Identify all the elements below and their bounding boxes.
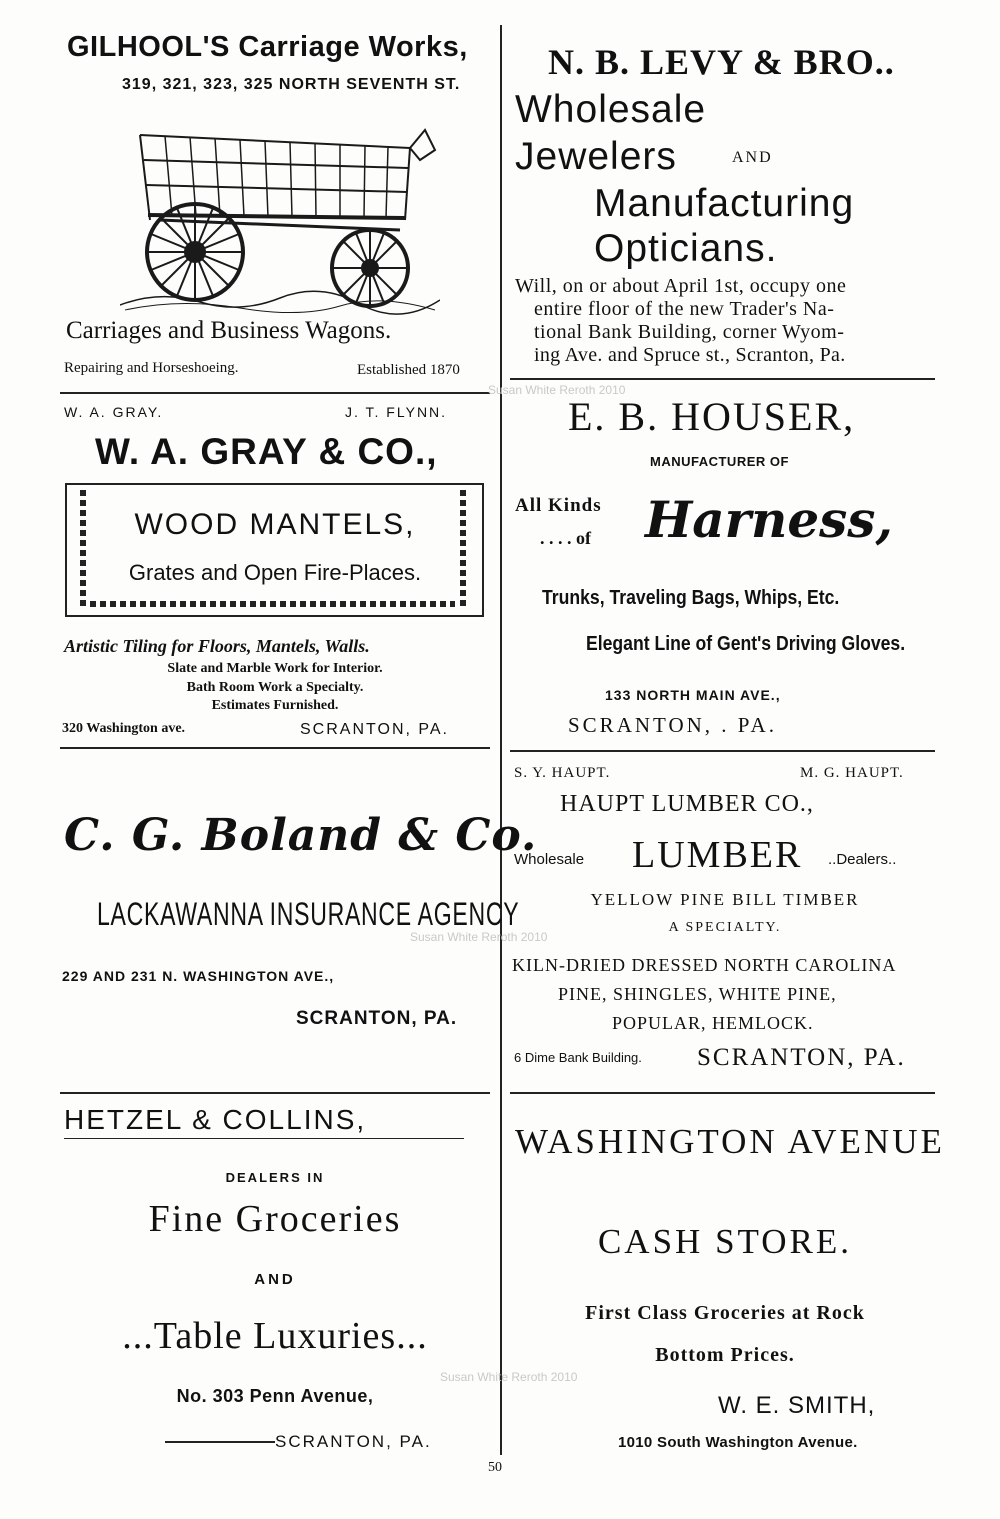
gray-line3: Estimates Furnished. [211, 698, 339, 713]
gray-product1: WOOD MANTELS, [134, 508, 416, 541]
houser-harness: Harness, [645, 490, 893, 549]
gilhool-address: 319, 321, 323, 325 NORTH SEVENTH ST. [122, 76, 461, 93]
gilhool-name: GILHOOL'S Carriage Works, [67, 31, 468, 63]
gilhool-established: Established 1870 [357, 362, 460, 378]
ad-washington [510, 1100, 945, 1460]
boland-city: SCRANTON, PA. [296, 1008, 458, 1029]
haupt-dealers: ..Dealers.. [828, 851, 897, 868]
levy-line4: Opticians. [594, 227, 778, 270]
houser-name: E. B. HOUSER, [568, 394, 856, 439]
levy-line2a: Jewelers [515, 135, 677, 178]
levy-line3: Manufacturing [594, 182, 855, 225]
gray-city: SCRANTON, PA. [300, 721, 449, 738]
houser-of: . . . . of [540, 528, 591, 548]
watermark-3: Susan White Reroth 2010 [440, 1370, 578, 1384]
levy-line2b: AND [732, 149, 773, 166]
boland-agency: LACKAWANNA INSURANCE AGENCY [97, 896, 520, 932]
wagon-illustration [120, 120, 440, 315]
haupt-lumber: LUMBER [632, 834, 803, 876]
levy-name: N. B. LEVY & BRO.. [548, 42, 895, 82]
row-divider-left-3 [60, 1092, 490, 1094]
ad-boland [60, 760, 538, 1080]
ad-hetzel [60, 1100, 490, 1460]
haupt-city: SCRANTON, PA. [697, 1044, 906, 1071]
gray-partner2: J. T. FLYNN. [345, 404, 448, 420]
hetzel-line2: ...Table Luxuries... [122, 1315, 428, 1357]
hetzel-name: HETZEL & COLLINS, [64, 1104, 367, 1135]
hetzel-city-flourish [165, 1441, 275, 1443]
column-divider [500, 25, 502, 1455]
gray-name: W. A. GRAY & CO., [95, 431, 438, 472]
gray-partner1: W. A. GRAY. [64, 404, 164, 420]
levy-notice1: Will, on or about April 1st, occupy one [515, 275, 847, 297]
houser-allkinds: All Kinds [515, 495, 602, 516]
gray-frame-bottom-ornament [90, 601, 455, 607]
levy-notice2: entire floor of the new Trader's Na- [534, 298, 835, 320]
washington-text2: Bottom Prices. [655, 1344, 795, 1366]
row-divider-right-2 [510, 750, 935, 752]
haupt-line3: KILN-DRIED DRESSED NORTH CAROLINA [512, 955, 897, 975]
levy-line1: Wholesale [515, 88, 707, 131]
haupt-wholesale: Wholesale [514, 851, 585, 868]
gray-line1: Slate and Marble Work for Interior. [167, 661, 383, 676]
gilhool-tagline: Carriages and Business Wagons. [66, 317, 392, 344]
ad-haupt [510, 758, 940, 1088]
ad-gray [60, 398, 490, 743]
gray-product2: Grates and Open Fire-Places. [128, 560, 422, 585]
watermark-1: Susan White Reroth 2010 [488, 383, 626, 397]
gray-line2: Bath Room Work a Specialty. [186, 680, 364, 695]
hetzel-dealers: DEALERS IN [225, 1170, 325, 1185]
row-divider-right-3 [510, 1092, 935, 1094]
haupt-partner2: M. G. HAUPT. [800, 765, 904, 781]
ad-houser [510, 385, 940, 745]
washington-line1: WASHINGTON AVENUE [515, 1122, 945, 1161]
haupt-address: 6 Dime Bank Building. [514, 1050, 642, 1065]
washington-owner: W. E. SMITH, [718, 1392, 876, 1419]
houser-manufacturer: MANUFACTURER OF [650, 454, 789, 469]
houser-address: 133 NORTH MAIN AVE., [605, 687, 781, 703]
houser-city: SCRANTON, . PA. [568, 713, 777, 737]
gray-tiling: Artistic Tiling for Floors, Mantels, Walls. [64, 636, 370, 656]
hetzel-line1: Fine Groceries [148, 1198, 402, 1240]
haupt-line4: PINE, SHINGLES, WHITE PINE, [558, 984, 837, 1004]
levy-notice3: tional Bank Building, corner Wyom- [534, 321, 845, 343]
houser-line1: Trunks, Traveling Bags, Whips, Etc. [542, 587, 840, 609]
gilhool-services: Repairing and Horseshoeing. [64, 360, 239, 376]
row-divider-left-2 [60, 747, 490, 749]
washington-line2: CASH STORE. [597, 1222, 853, 1261]
haupt-name: HAUPT LUMBER CO., [560, 791, 814, 817]
hetzel-address: No. 303 Penn Avenue, [176, 1386, 374, 1406]
washington-text1: First Class Groceries at Rock [585, 1302, 865, 1324]
levy-notice4: ing Ave. and Spruce st., Scranton, Pa. [534, 344, 846, 366]
boland-address: 229 AND 231 N. WASHINGTON AVE., [62, 968, 335, 984]
row-divider-left-1 [60, 392, 490, 394]
washington-address: 1010 South Washington Avenue. [618, 1434, 858, 1451]
gray-mantel-frame [65, 483, 484, 617]
hetzel-city: SCRANTON, PA. [275, 1432, 432, 1451]
houser-line2: Elegant Line of Gent's Driving Gloves. [586, 633, 906, 655]
row-divider-right-1 [510, 378, 935, 380]
hetzel-underline [64, 1138, 464, 1139]
ad-gilhool [60, 25, 490, 390]
haupt-line1: YELLOW PINE BILL TIMBER [590, 890, 860, 909]
watermark-2: Susan White Reroth 2010 [410, 930, 548, 944]
hetzel-and: AND [254, 1271, 296, 1288]
haupt-partner1: S. Y. HAUPT. [514, 765, 611, 781]
haupt-line5: POPULAR, HEMLOCK. [612, 1013, 814, 1033]
boland-name: C. G. Boland & Co. [64, 810, 538, 861]
ad-levy [510, 25, 940, 375]
page-number: 50 [488, 1460, 502, 1475]
gray-address: 320 Washington ave. [62, 721, 186, 736]
haupt-line2: A SPECIALTY. [668, 920, 782, 935]
